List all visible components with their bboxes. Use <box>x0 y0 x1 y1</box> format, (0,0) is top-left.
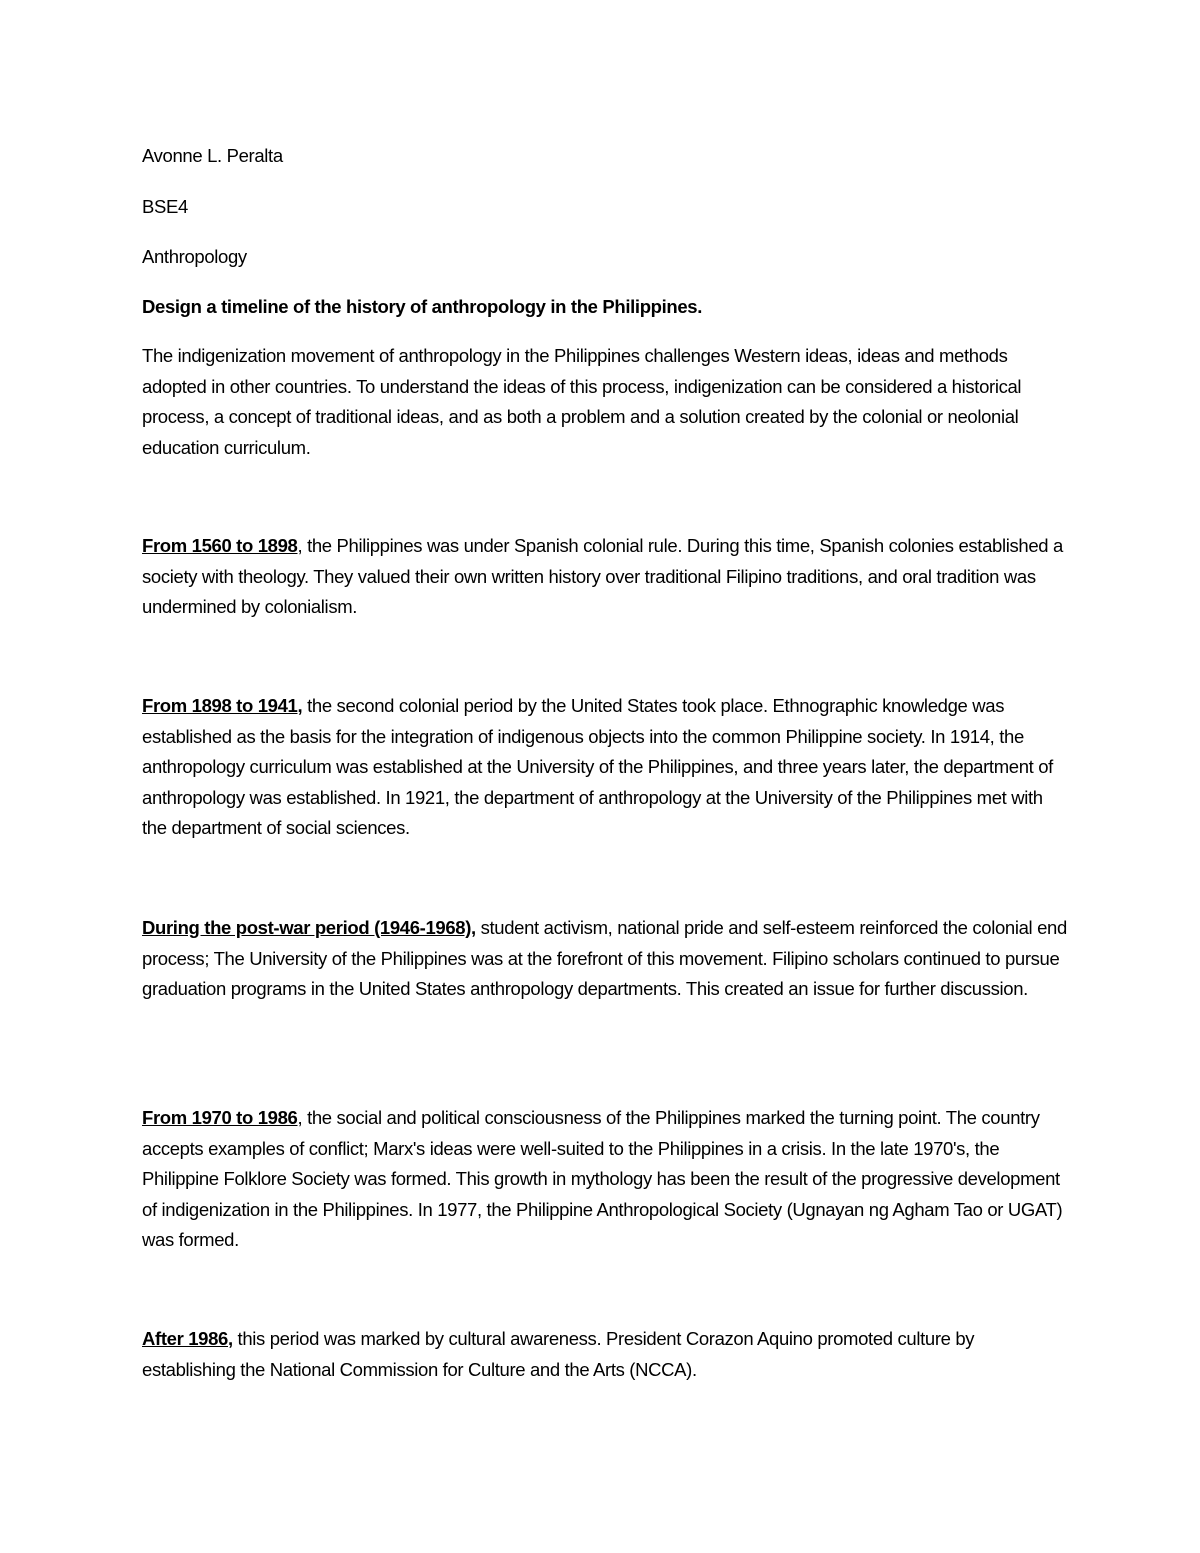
period-text: student activism, national pride and self-esteem reinforced the colonial end process; The University of the Philippines was at the forefront of this movement. Filipino scholars continued to pursue graduation programs in the United States anthropology departments. This created an issue for further discussion. <box>142 917 1067 999</box>
assignment-prompt: Design a timeline of the history of anthropology in the Philippines. <box>142 296 703 317</box>
period-label: From 1970 to 1986 <box>142 1107 298 1128</box>
subject-name: Anthropology <box>142 246 247 267</box>
period-label: During the post-war period (1946-1968), <box>142 917 476 938</box>
period-text: , the Philippines was under Spanish colonial rule. During this time, Spanish colonies established a society with theology. They valued their own written history over traditional Filipino traditions, and oral tradition was undermined by colonialism. <box>142 535 1063 617</box>
period-text: this period was marked by cultural awareness. President Corazon Aquino promoted culture by establishing the National Commission for Culture and the Arts (NCCA). <box>142 1328 975 1380</box>
timeline-entry-1970-1986 <box>142 1103 1072 1256</box>
timeline-entry-1898-1941 <box>142 691 1072 844</box>
timeline-entry-post-war <box>142 913 1072 1005</box>
course-section: BSE4 <box>142 196 188 217</box>
period-text: , the social and political consciousness of the Philippines marked the turning point. The country accepts examples of conflict; Marx's ideas were well-suited to the Philippines in a crisis. In the late 1970's, the Philippine Folklore Society was formed. This growth in mythology has been the result of the progressive development of indigenization in the Philippines. In 1977, the Philippine Anthropological Society (Ugnayan ng Agham Tao or UGAT) was formed. <box>142 1107 1063 1250</box>
author-name: Avonne L. Peralta <box>142 145 283 166</box>
timeline-entry-1560-1898 <box>142 531 1072 623</box>
period-label: After 1986, <box>142 1328 233 1349</box>
intro-paragraph: The indigenization movement of anthropology in the Philippines challenges Western ideas, ideas and methods adopted in other countries. To understand the ideas of this process, indigenization can be considered a historical process, a concept of traditional ideas, and as both a problem and a solution created by the colonial or neolonial education curriculum. <box>142 345 1022 458</box>
period-text: the second colonial period by the United States took place. Ethnographic knowledge was established as the basis for the integration of indigenous objects into the common Philippine society. In 1914, the anthropology curriculum was established at the University of the Philippines, and three years later, the department of anthropology was established. In 1921, the department of anthropology at the University of the Philippines met with the department of social sciences. <box>142 695 1053 838</box>
period-label: From 1560 to 1898 <box>142 535 298 556</box>
period-label: From 1898 to 1941, <box>142 695 303 716</box>
timeline-entry-after-1986 <box>142 1324 1072 1385</box>
